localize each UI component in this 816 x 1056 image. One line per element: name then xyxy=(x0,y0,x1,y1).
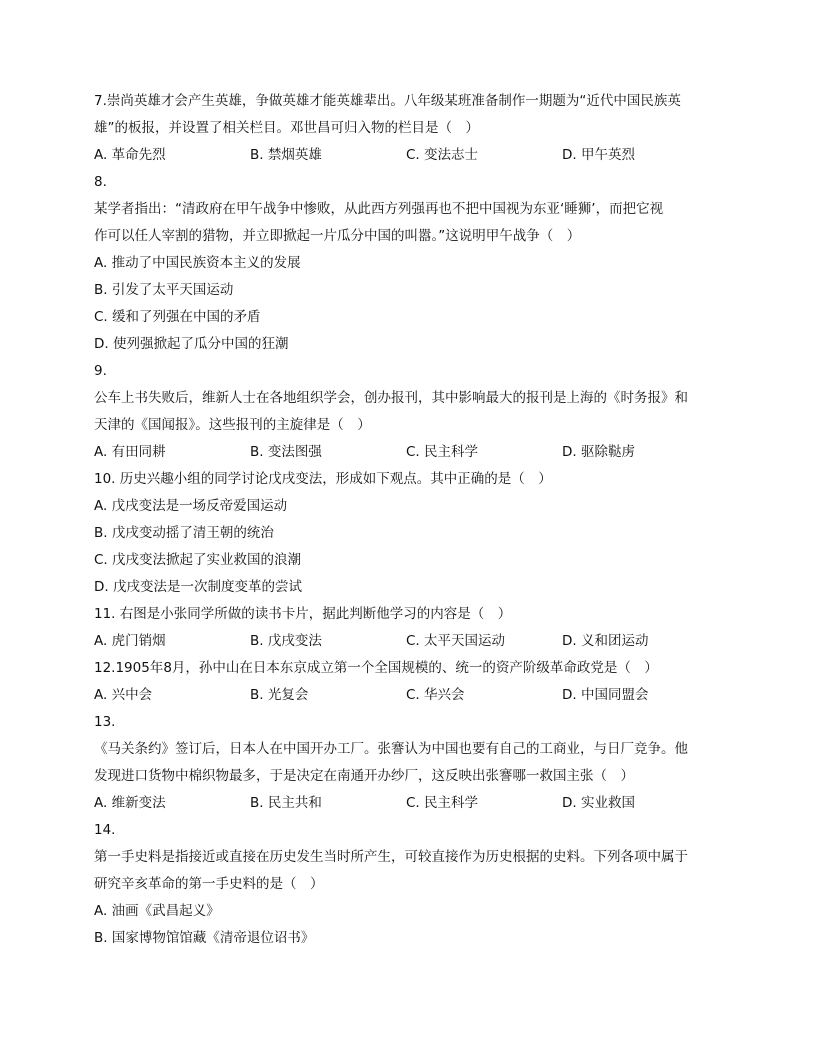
question-11 xyxy=(94,601,724,655)
option-a: A. 戊戌变法是一场反帝爱国运动 xyxy=(94,498,288,514)
options-row xyxy=(94,439,724,466)
question-text-line: 10. 历史兴趣小组的同学讨论戊戌变法，形成如下观点。其中正确的是（ ） xyxy=(94,471,552,487)
question-text-line: 天津的《国闻报》。这些报刊的主旋律是（ ） xyxy=(94,417,371,433)
question-text-line: 第一手史料是指接近或直接在历史发生当时所产生，可较直接作为历史根据的史料。下列各项中属于 xyxy=(94,849,688,865)
option-a: A. 虎门销烟 xyxy=(94,633,166,649)
question-text-line: 发现进口货物中棉织物最多，于是决定在南通开办纱厂，这反映出张謇哪一救国主张（ ） xyxy=(94,768,634,784)
question-12 xyxy=(94,655,724,709)
option-b: B. 民主共和 xyxy=(250,795,322,811)
option-c: C. 华兴会 xyxy=(406,687,465,703)
option-a: A. 兴中会 xyxy=(94,687,153,703)
option-c: C. 变法志士 xyxy=(406,147,479,163)
question-text-line: 7.崇尚英雄才会产生英雄，争做英雄才能英雄辈出。八年级某班准备制作一期题为“近代中国民族英 xyxy=(94,93,681,109)
option-a: A. 油画《武昌起义》 xyxy=(94,903,220,919)
option-b: B. 国家博物馆馆藏《清帝退位诏书》 xyxy=(94,930,315,946)
option-b: B. 变法图强 xyxy=(250,444,322,460)
options-row xyxy=(94,790,724,817)
option-b: B. 戊戌变动摇了清王朝的统治 xyxy=(94,525,274,541)
option-b: B. 戊戌变法 xyxy=(250,633,322,649)
options-row xyxy=(94,142,724,169)
options-row xyxy=(94,628,724,655)
question-text-line: 作可以任人宰割的猎物，并立即掀起一片瓜分中国的叫嚣。”这说明甲午战争（ ） xyxy=(94,228,581,244)
question-number: 14. xyxy=(94,822,116,838)
question-text-line: 12.1905年8月，孙中山在日本东京成立第一个全国规模的、统一的资产阶级革命政党是（ ） xyxy=(94,660,658,676)
options-row xyxy=(94,682,724,709)
question-8 xyxy=(94,169,724,358)
option-d: D. 甲午英烈 xyxy=(562,147,635,163)
question-text-line: 公车上书失败后，维新人士在各地组织学会，创办报刊，其中影响最大的报刊是上海的《时务报》和 xyxy=(94,390,688,406)
question-9 xyxy=(94,358,724,466)
question-number: 13. xyxy=(94,714,116,730)
option-b: B. 光复会 xyxy=(250,687,309,703)
option-c: C. 缓和了列强在中国的矛盾 xyxy=(94,309,261,325)
option-d: D. 戊戌变法是一次制度变革的尝试 xyxy=(94,579,302,595)
option-b: B. 禁烟英雄 xyxy=(250,147,322,163)
question-text-line: 《马关条约》签订后，日本人在中国开办工厂。张謇认为中国也要有自己的工商业，与日厂竞争。他 xyxy=(94,741,688,757)
option-d: D. 使列强掀起了瓜分中国的狂潮 xyxy=(94,336,289,352)
option-a: A. 推动了中国民族资本主义的发展 xyxy=(94,255,301,271)
question-text-line: 11. 右图是小张同学所做的读书卡片，据此判断他学习的内容是（ ） xyxy=(94,606,512,622)
option-a: A. 革命先烈 xyxy=(94,147,166,163)
option-c: C. 民主科学 xyxy=(406,444,479,460)
question-number: 8. xyxy=(94,174,107,190)
document-page xyxy=(94,88,724,952)
question-text-line: 某学者指出：“清政府在甲午战争中惨败，从此西方列强再也不把中国视为东亚‘睡狮’，而把它视 xyxy=(94,201,664,217)
question-14 xyxy=(94,817,724,952)
option-c: C. 戊戌变法掀起了实业救国的浪潮 xyxy=(94,552,302,568)
option-c: C. 民主科学 xyxy=(406,795,479,811)
option-d: D. 义和团运动 xyxy=(562,633,649,649)
question-number: 9. xyxy=(94,363,107,379)
option-a: A. 维新变法 xyxy=(94,795,166,811)
question-7 xyxy=(94,88,724,169)
option-d: D. 驱除鞑虏 xyxy=(562,444,635,460)
question-text-line: 研究辛亥革命的第一手史料的是（ ） xyxy=(94,876,324,892)
question-13 xyxy=(94,709,724,817)
option-c: C. 太平天国运动 xyxy=(406,633,506,649)
option-b: B. 引发了太平天国运动 xyxy=(94,282,234,298)
option-a: A. 有田同耕 xyxy=(94,444,166,460)
question-10 xyxy=(94,466,724,601)
option-d: D. 实业救国 xyxy=(562,795,635,811)
option-d: D. 中国同盟会 xyxy=(562,687,649,703)
question-text-line: 雄”的板报，并设置了相关栏目。邓世昌可归入物的栏目是（ ） xyxy=(94,120,479,136)
